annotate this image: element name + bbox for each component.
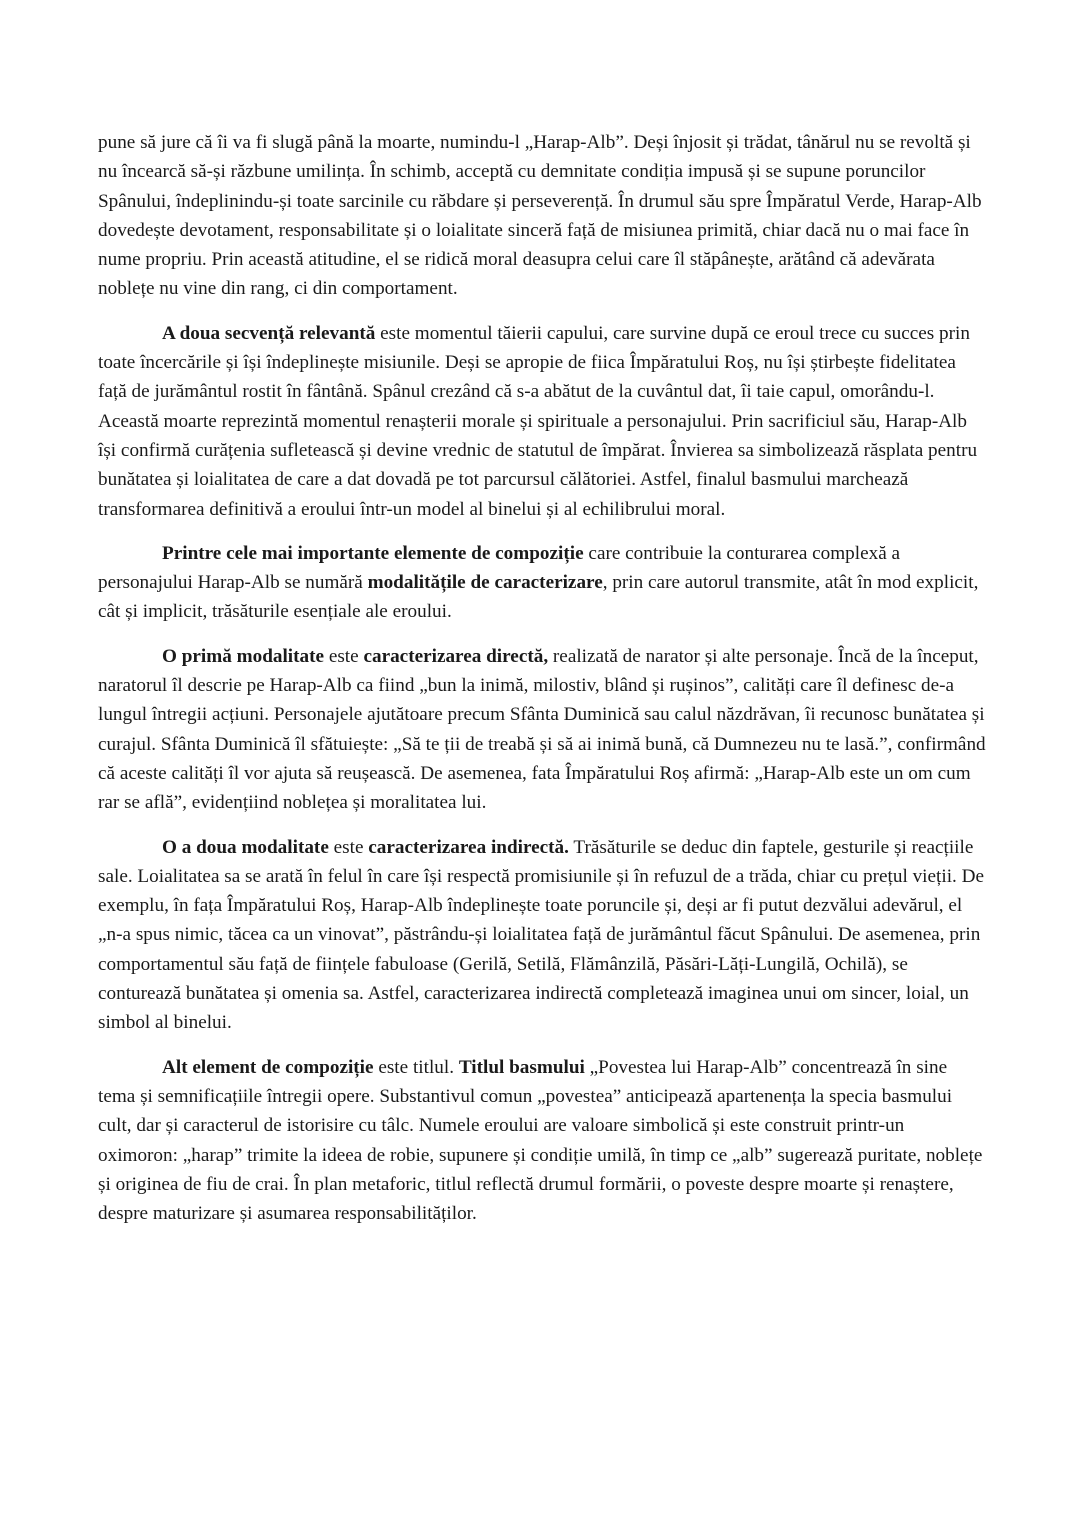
paragraph-3-text-b: , prin care autorul transmite, atât în mod explicit, cât și implicit, trăsăturile esențiale ale eroului. <box>98 572 979 623</box>
paragraph-5-bold-lead: O a doua modalitate <box>162 836 329 858</box>
paragraph-1 <box>98 128 988 304</box>
paragraph-5-bold-term: caracterizarea indirectă. <box>368 836 569 858</box>
paragraph-2-text: este momentul tăierii capului, care survine după ce eroul trece cu succes prin toate încercările și își îndeplinește misiunile. Deși se apropie de fiica Împăratului Roș, nu își știrbește fidelitatea față de jurământul rostit în fântână. Spânul crezând că s-a abătut de la cuvântul dat, îi taie capul, omorându-l. Această moarte reprezintă momentul renașterii morale și spirituale a personajului. Prin sacrificiul său, Harap-Alb își confirmă curățenia sufletească și devine vrednic de statutul de împărat. Învierea sa simbolizează răsplata pentru bunătatea și loialitatea de care a dat dovadă pe tot parcursul călătoriei. Astfel, finalul basmului marchează transformarea definitivă a eroului într-un model al binelui și al echilibrului moral. <box>98 322 978 520</box>
paragraph-1-text: pune să jure că îi va fi slugă până la moarte, numindu-l „Harap-Alb”. Deși înjosit și trădat, tânărul nu se revoltă și nu încearcă să-și răzbune umilința. În schimb, acceptă cu demnitate condiția impusă și se supune poruncilor Spânului, îndeplinindu-și toate sarcinile cu răbdare și perseverență. În drumul său spre Împăratul Verde, Harap-Alb dovedește devotament, responsabilitate și o loialitate sinceră față de misiunea primită, chiar dacă nu o mai face în nume propriu. Prin această atitudine, el se ridică moral deasupra celui care îl stăpânește, arătând că adevărata noblețe nu vine din rang, ci din comportament. <box>98 132 982 300</box>
paragraph-6-text-b: „Povestea lui Harap-Alb” concentrează în sine tema și semnificațiile întregii opere. Substantivul comun „povestea” anticipează apartenența la specia basmului cult, dar și caracterul de istorisire cu tâlc. Numele eroului are valoare simbolică și este construit printr-un oximoron: „harap” trimite la ideea de robie, supunere și condiție umilă, în timp ce „alb” sugerează puritate, noblețe și originea de fiu de crai. În plan metaforic, titlul reflectă drumul formării, o poveste despre moarte și renaștere, despre maturizare și asumarea responsabilităților. <box>98 1056 983 1225</box>
paragraph-3-bold-term: modalitățile de caracterizare <box>367 572 603 594</box>
paragraph-5 <box>98 833 988 1038</box>
paragraph-5-text-a: este <box>328 836 369 858</box>
paragraph-2-bold-lead: A doua secvență relevantă <box>162 322 376 344</box>
paragraph-6 <box>98 1053 988 1229</box>
paragraph-5-text-b: Trăsăturile se deduc din faptele, gesturile și reacțiile sale. Loialitatea sa se arată în felul în care își respectă promisiunile și în refuzul de a trăda, chiar cu prețul vieții. De exemplu, în fața Împăratului Roș, Harap-Alb îndeplinește toate poruncile și, deși ar fi putut dezvălui adevărul, el „n-a spus nimic, tăcea ca un vinovat”, păstrându-și loialitatea față de jurământul făcut Spânului. De asemenea, prin comportamentul său față de ființele fabuloase (Gerilă, Setilă, Flămânzilă, Păsări-Lăți-Lungilă, Ochilă), se conturează bunătatea și omenia sa. Astfel, caracterizarea indirectă completează imaginea unui om sincer, loial, un simbol al binelui. <box>98 836 984 1034</box>
paragraph-3-text-a: care contribuie la conturarea complexă a personajului Harap-Alb se numără <box>98 542 901 594</box>
paragraph-4-bold-lead: O primă modalitate <box>162 645 325 667</box>
paragraph-6-bold-term: Titlul basmului <box>458 1056 585 1078</box>
paragraph-4-text-a: este <box>324 645 364 667</box>
paragraph-4-text-b: realizată de narator și alte personaje. Încă de la început, naratorul îl descrie pe Harap-Alb ca fiind „bun la inimă, milostiv, blând și rușinos”, calități care îl definesc de-a lungul întregii acțiuni. Personajele ajutătoare precum Sfânta Duminică sau calul năzdrăvan, îi recunosc bunătatea și curajul. Sfânta Duminică îl sfătuiește: „Să te ții de treabă și să ai inimă bună, că Dumnezeu nu te lasă.”, confirmând că aceste calități îl vor ajuta să reușească. De asemenea, fata Împăratului Roș afirmă: „Harap-Alb este un om cum rar se află”, evidențiind noblețea și moralitatea lui. <box>98 645 986 814</box>
paragraph-3-bold-lead: Printre cele mai importante elemente de compoziție <box>162 542 584 564</box>
paragraph-3 <box>98 539 988 627</box>
paragraph-6-text-a: este titlul. <box>373 1056 459 1078</box>
paragraph-6-bold-lead: Alt element de compoziție <box>162 1056 374 1078</box>
paragraph-4 <box>98 642 988 818</box>
paragraph-4-bold-term: caracterizarea directă, <box>363 645 549 667</box>
document-page <box>98 128 988 1243</box>
paragraph-2 <box>98 319 988 524</box>
